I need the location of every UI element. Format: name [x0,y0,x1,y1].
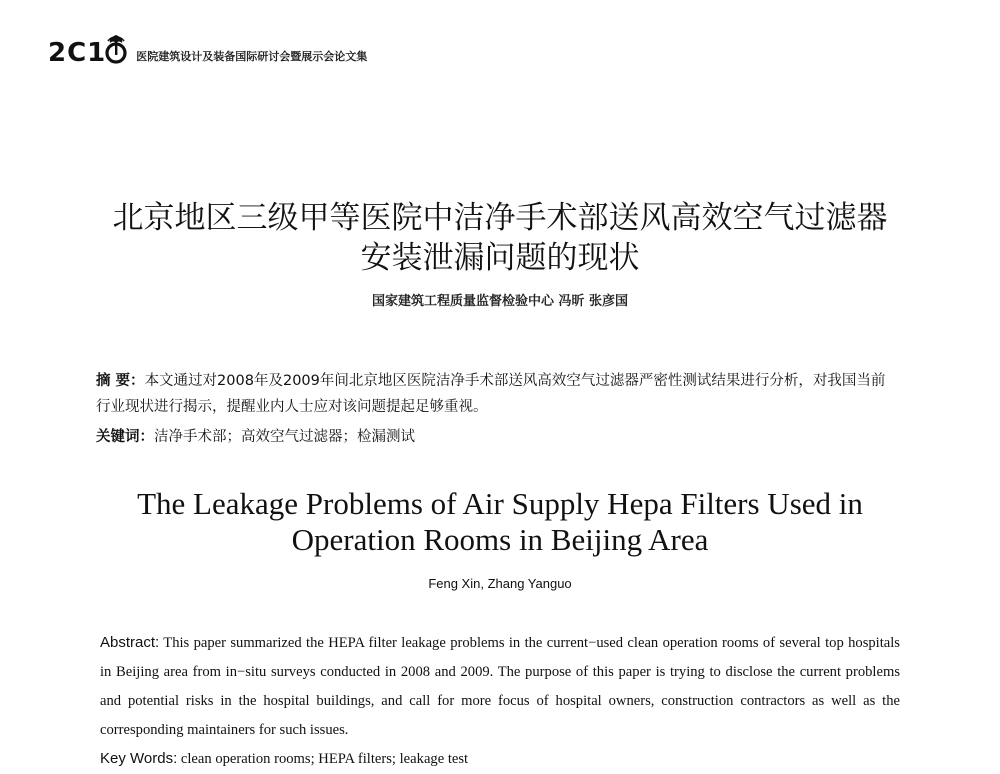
proceedings-title: 医院建筑设计及装备国际研讨会暨展示会论文集 [136,50,368,63]
chinese-title [0,198,1000,278]
tree-logo-icon [104,31,128,65]
english-keywords-label: Key Words: [100,750,178,767]
english-title-line-2: Operation Rooms in Beijing Area [291,522,709,557]
english-title [0,486,1000,558]
chinese-author-line: 国家建筑工程质量监督检验中心 冯昕 张彦国 [371,294,629,309]
chinese-keywords-text: 洁净手术部；高效空气过滤器；检漏测试 [154,429,415,445]
english-author-line: Feng Xin, Zhang Yanguo [428,576,572,591]
chinese-title-line-2: 安装泄漏问题的现状 [360,240,640,276]
chinese-abstract [96,368,896,420]
proceedings-header [48,38,367,68]
chinese-keywords-label: 关键词： [96,429,154,445]
chinese-keywords [96,424,896,450]
chinese-abstract-label: 摘 要： [96,373,145,389]
english-keywords-text: clean operation rooms; HEPA filters; leakage test [177,751,469,767]
english-title-line-1: The Leakage Problems of Air Supply Hepa Filters Used in [137,486,863,521]
english-abstract-text: This paper summarized the HEPA filter leakage problems in the current−used clean operation rooms of several top hospitals in Beijing area from in−situ surveys conducted in 2008 and 2009. The purpose of this paper is trying to disclose the current problems and potential risks in the hospital buildings, and call for more focus of hospital owners, construction contractors as well as the corresponding maintainers for such issues. [100,635,900,738]
english-abstract [100,628,900,745]
chinese-title-line-1: 北京地区三级甲等医院中洁净手术部送风高效空气过滤器 [112,200,888,236]
english-abstract-label: Abstract: [100,634,160,651]
english-keywords [100,744,900,774]
chinese-abstract-text: 本文通过对2008年及2009年间北京地区医院洁净手术部送风高效空气过滤器严密性测试结果进行分析，对我国当前行业现状进行揭示，提醒业内人士应对该问题提起足够重视。 [96,373,886,415]
logo-year: 2C1 [48,38,107,68]
